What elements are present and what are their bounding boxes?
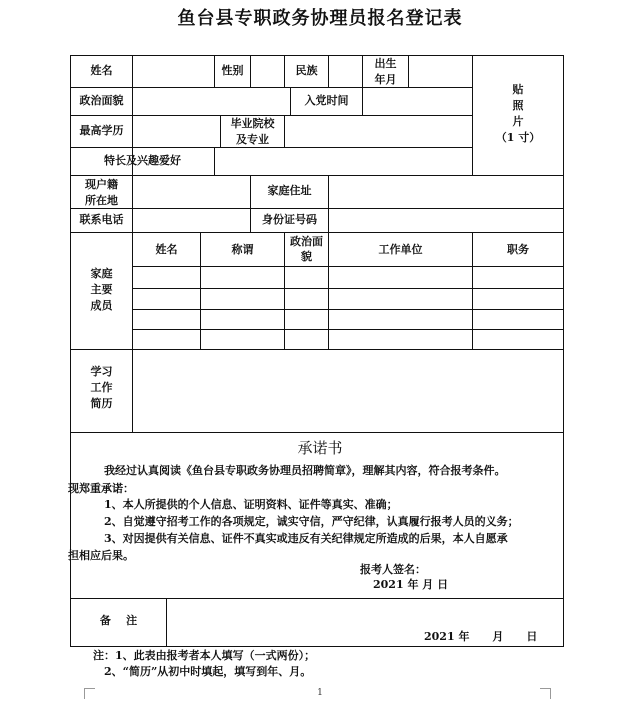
- political-label: 政治面貌: [79, 94, 124, 107]
- school-label: 毕业院校 及专业: [230, 117, 275, 146]
- col-line: [214, 147, 215, 175]
- table-border-bottom: [70, 646, 564, 647]
- remarks-date: 2021 年 月 日: [424, 630, 538, 643]
- row-line: [132, 329, 564, 330]
- row-line: [70, 87, 472, 88]
- hukou-label: 现户籍 所在地: [85, 178, 118, 207]
- row-line: [70, 349, 564, 350]
- col-line: [328, 55, 329, 87]
- note-1: 注：1、此表由报考者本人填写（一式两份）；: [93, 649, 316, 662]
- photo-label: 贴 照 片 （1 寸）: [495, 83, 541, 144]
- col-line: [166, 598, 167, 646]
- row-line: [132, 288, 564, 289]
- remarks-label: 备 注: [99, 614, 138, 627]
- name-label: 姓名: [90, 64, 113, 77]
- note-2: 2、“简历”从初中时填起，填写到年、月。: [104, 665, 312, 678]
- family-header-political: 政治面貌: [290, 235, 323, 263]
- pledge-item-1: 1、本人所提供的个人信息、证明资料、证件等真实、准确；: [104, 498, 398, 511]
- pledge-item-3: 3、对因提供有关信息、证件不真实或违反有关纪律规定所造成的后果，本人自愿承: [104, 532, 508, 545]
- table-border-right: [563, 55, 564, 647]
- pledge-item-2: 2、自觉遵守招考工作的各项规定，诚实守信，严守纪律，认真履行报考人员的义务；: [104, 515, 519, 528]
- col-line: [408, 55, 409, 87]
- birth-label: 出生 年月: [374, 57, 397, 86]
- gender-label: 性别: [221, 64, 244, 77]
- pledge-date: 2021 年 月 日: [373, 578, 449, 591]
- row-line: [70, 598, 564, 599]
- pledge-intro: 我经过认真阅读《鱼台县专职政务协理员招聘简章》，理解其内容，符合报考条件。: [104, 464, 506, 477]
- family-header-name: 姓名: [155, 243, 178, 256]
- address-label: 家庭住址: [267, 184, 312, 197]
- col-line: [328, 175, 329, 232]
- row-line: [70, 175, 564, 176]
- family-members-label: 家庭 主要 成员: [90, 267, 113, 312]
- row-line: [70, 432, 564, 433]
- col-line: [250, 55, 251, 87]
- phone-label: 联系电话: [79, 213, 124, 226]
- resume-label: 学习 工作 简历: [90, 365, 113, 410]
- education-label: 最高学历: [79, 124, 124, 137]
- row-line: [132, 309, 564, 310]
- col-line: [362, 87, 363, 115]
- row-line: [70, 208, 564, 209]
- skills-label: 特长及兴趣爱好: [104, 154, 181, 167]
- row-line: [132, 266, 564, 267]
- pledge-item-3-cont: 担相应后果。: [68, 549, 134, 562]
- table-border-top: [70, 55, 564, 56]
- row-line: [70, 232, 564, 233]
- party-date-label: 入党时间: [304, 94, 349, 107]
- id-number-label: 身份证号码: [262, 213, 317, 226]
- pledge-title: 承诺书: [297, 439, 343, 457]
- ethnicity-label: 民族: [295, 64, 318, 77]
- col-line: [284, 115, 285, 147]
- col-line: [132, 55, 133, 232]
- pledge-intro-2: 现郑重承诺：: [68, 482, 134, 495]
- page-number: 1: [317, 688, 323, 698]
- family-header-workplace: 工作单位: [378, 243, 423, 256]
- signature-label: 报考人签名：: [360, 563, 426, 576]
- col-line: [132, 349, 133, 432]
- page-title: 鱼台县专职政务协理员报名登记表: [177, 8, 463, 29]
- family-header-relation: 称谓: [231, 243, 254, 256]
- family-header-position: 职务: [507, 243, 529, 256]
